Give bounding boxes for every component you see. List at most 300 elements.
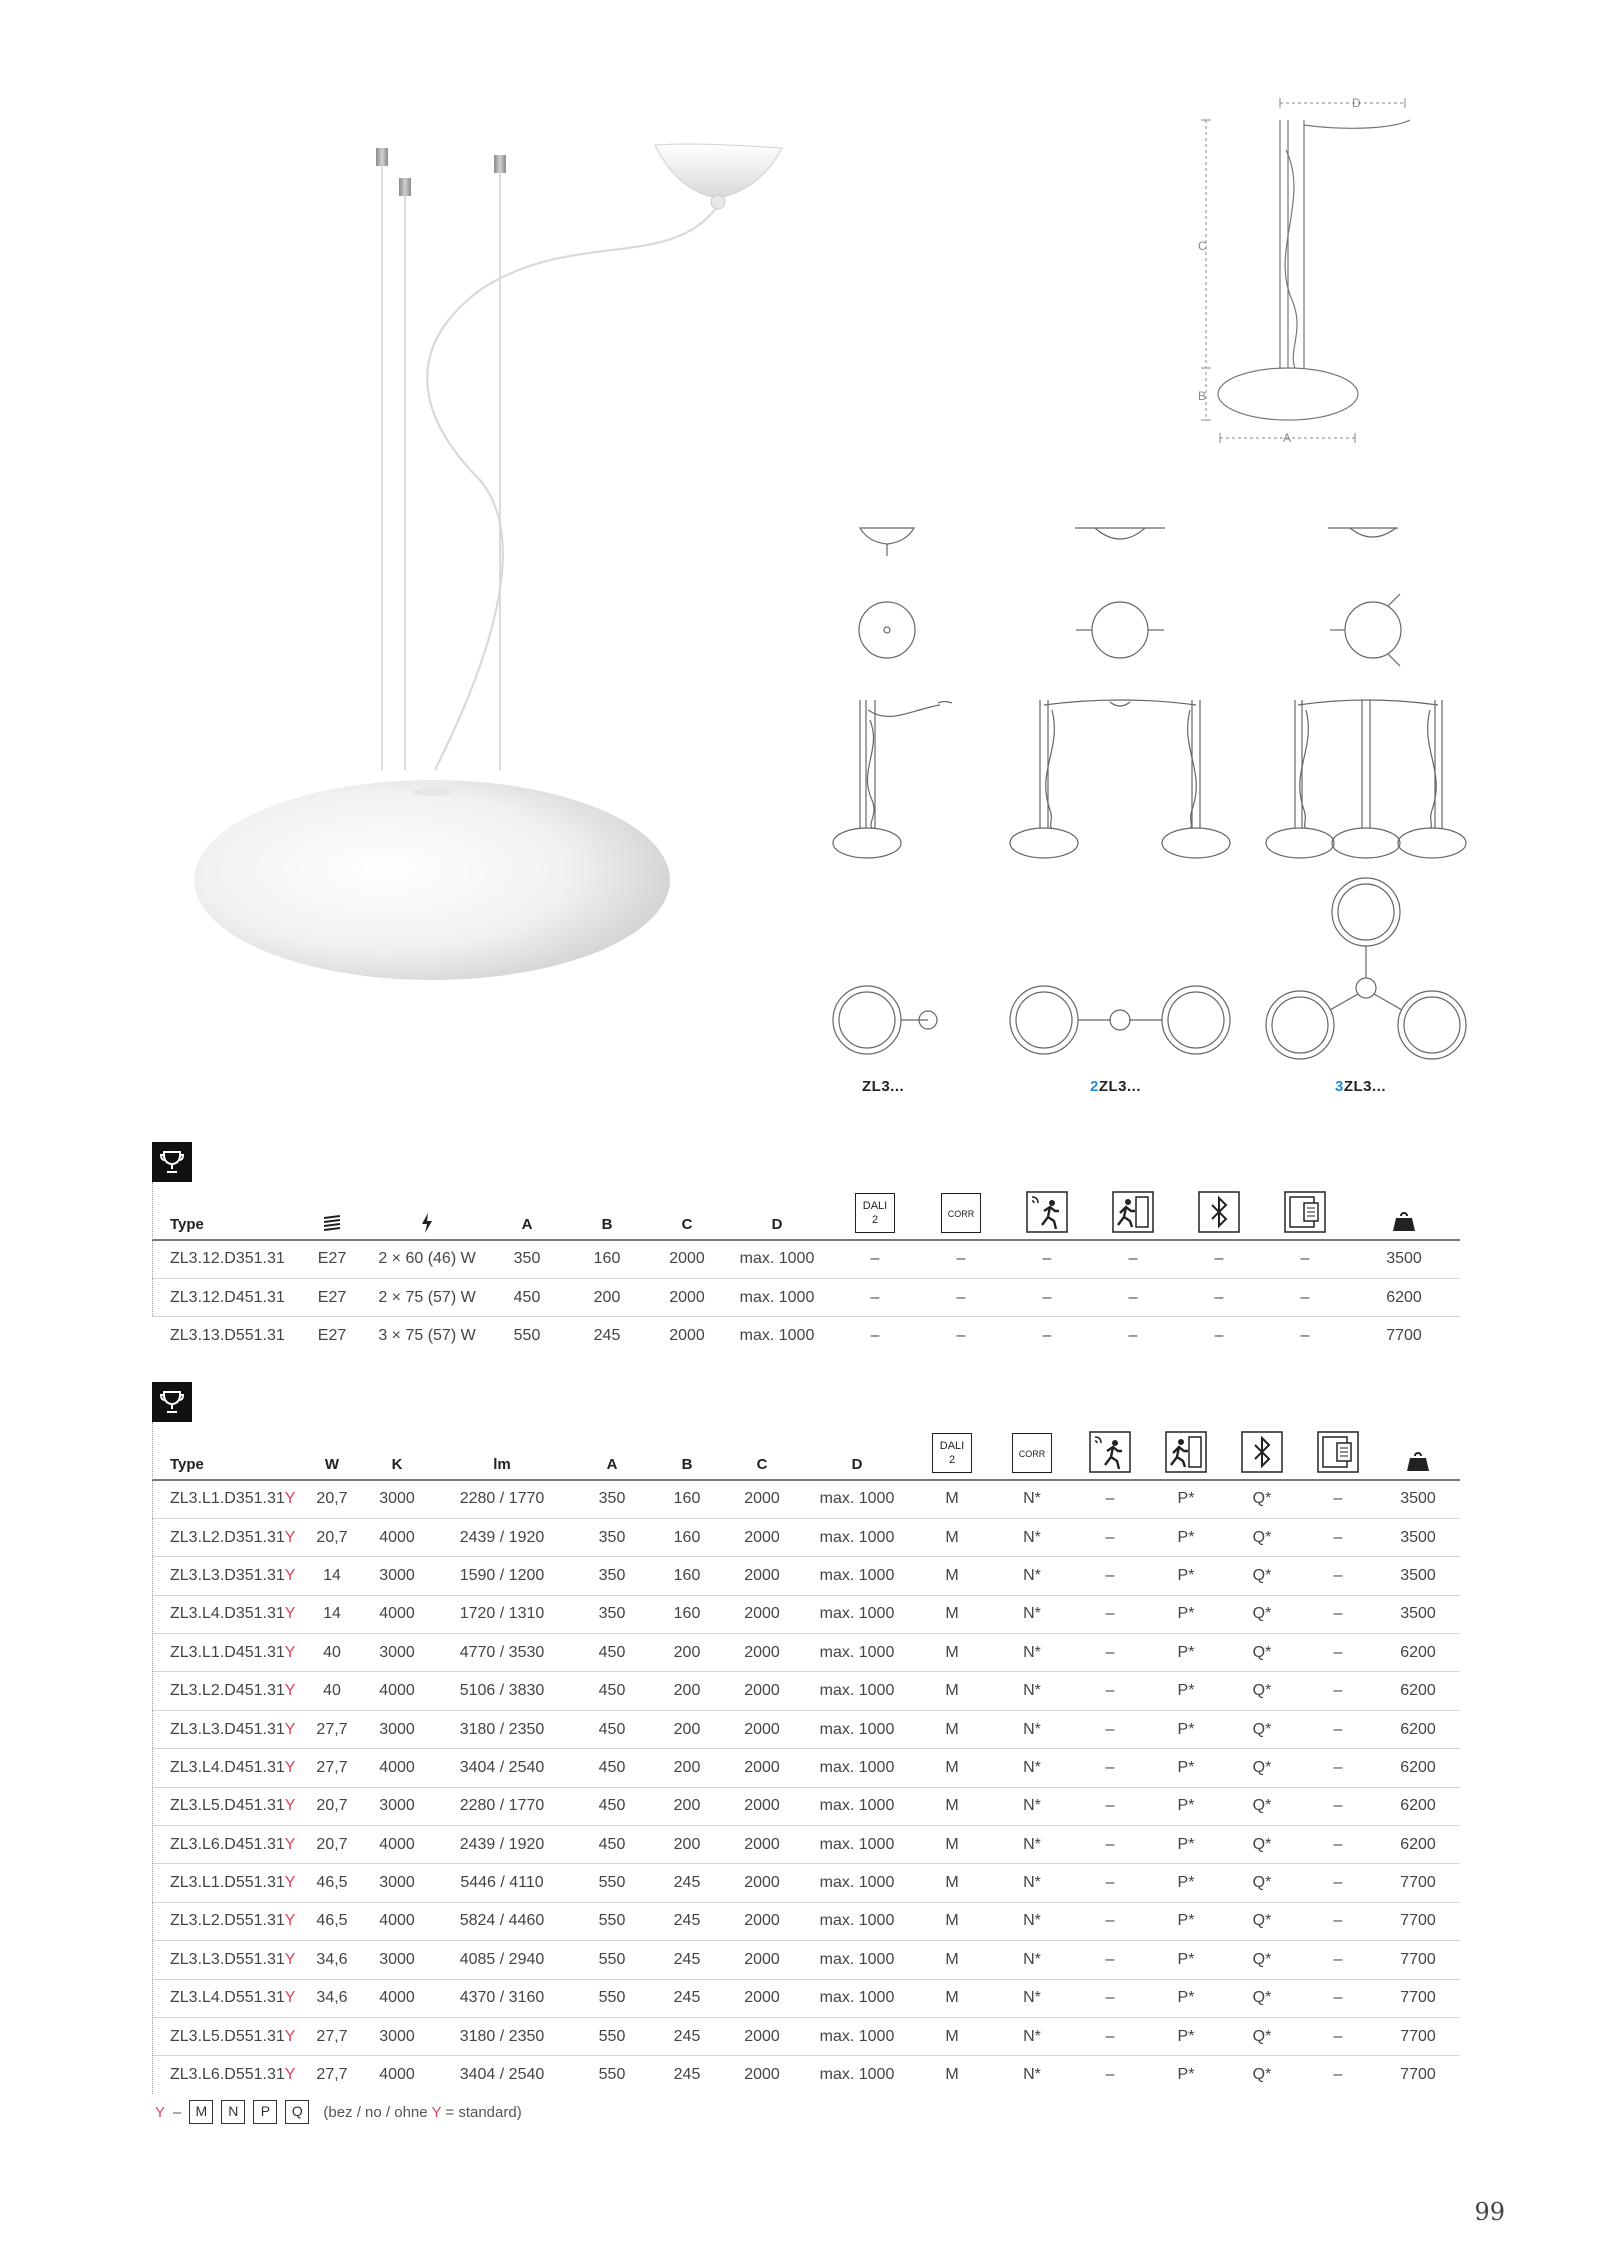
cell-w: 20,7 [302,1518,362,1556]
cell-dali: M [912,1634,992,1672]
cell-emergency: P* [1177,2066,1195,2084]
cell-emergency: P* [1148,1634,1224,1672]
trophy-icon [152,1142,192,1182]
cell-k: 3000 [362,1941,432,1979]
cell-sensor: – [1072,1557,1148,1595]
cell-weight: 7700 [1376,1864,1460,1902]
cell-type: ZL3.L5.D551.31Y [152,2017,302,2055]
spec-table-1 [152,1142,1460,1355]
cell-emergency: P* [1148,1941,1224,1979]
cell-emergency: – [1090,1278,1176,1316]
cell-lm: 1720 / 1310 [432,1595,572,1633]
cell-type: ZL3.L2.D351.31Y [152,1518,302,1556]
cell-lm: 5824 / 4460 [432,1902,572,1940]
cell-corr: N* [992,1941,1072,1979]
cell-b: 200 [652,1787,722,1825]
cell-a: 450 [572,1710,652,1748]
col-c: C [756,1456,768,1473]
cell-k: 4000 [362,1518,432,1556]
cell-corr: N* [992,1749,1072,1787]
cell-emergency: P* [1148,2017,1224,2055]
cell-dali: – [832,1278,918,1316]
cell-a: 350 [572,1595,652,1633]
cell-dali: M [912,1902,992,1940]
cell-sensor: – [1042,1327,1052,1345]
cell-sensor: – [1072,1749,1148,1787]
type-suffix: Y [284,1758,296,1776]
cell-c: 2000 [669,1327,705,1345]
cell-b: 245 [652,1902,722,1940]
cell-c: 2000 [722,1864,802,1902]
cell-bluetooth: Q* [1224,1902,1300,1940]
type-suffix: Y [284,1528,296,1546]
cell-d: max. 1000 [802,1979,912,2017]
type-suffix: Y [284,1643,296,1661]
cell-d: max. 1000 [802,1480,912,1518]
cell-k: 4000 [362,1672,432,1710]
cell-lm: 2439 / 1920 [432,1518,572,1556]
cell-type: ZL3.L4.D351.31Y [152,1595,302,1633]
cell-bluetooth: Q* [1224,1634,1300,1672]
cell-sensor: – [1072,1787,1148,1825]
cell-dali: – [870,1327,880,1345]
cell-corr: N* [992,1864,1072,1902]
cell-weight: 6200 [1376,1672,1460,1710]
dim-label-d: D [1352,96,1361,110]
cell-sensor: – [1072,1672,1148,1710]
cell-k: 3000 [362,2017,432,2055]
cell-w: 14 [302,1557,362,1595]
col-control [1262,1182,1348,1240]
cell-a: 450 [572,1826,652,1864]
cell-corr: N* [992,1518,1072,1556]
cell-d: max. 1000 [739,1327,815,1345]
cell-a: 550 [513,1327,541,1345]
cell-control: – [1300,1557,1376,1595]
cell-a: 450 [572,1749,652,1787]
cell-b: 200 [652,1826,722,1864]
cell-k: 3000 [362,1710,432,1748]
cell-k: 4000 [362,1826,432,1864]
cell-b: 160 [652,1595,722,1633]
cell-control: – [1262,1278,1348,1316]
cell-dali: M [912,1864,992,1902]
cell-emergency: P* [1148,1787,1224,1825]
cell-lm: 2439 / 1920 [432,1826,572,1864]
cell-weight: 6200 [1348,1278,1460,1316]
cell-a: 550 [572,1902,652,1940]
cell-corr: N* [992,1902,1072,1940]
cell-c: 2000 [722,1749,802,1787]
cell-a: 450 [572,1672,652,1710]
cell-control: – [1300,1672,1376,1710]
cell-a: 550 [572,1941,652,1979]
cell-w: 46,5 [302,1902,362,1940]
cell-sensor: – [1004,1278,1090,1316]
cell-c: 2000 [722,1902,802,1940]
cell-a: 350 [572,1518,652,1556]
cell-lm: 5106 / 3830 [432,1672,572,1710]
table-row [152,1902,1460,1940]
cell-corr: – [918,1240,1004,1278]
cell-bluetooth: Q* [1224,1518,1300,1556]
cell-d: max. 1000 [802,1787,912,1825]
table-row [152,1480,1460,1518]
legend-dash: – [173,2103,182,2121]
cell-weight: 6200 [1376,1826,1460,1864]
table-row [152,1749,1460,1787]
options-legend [155,2100,522,2124]
cell-k: 4000 [362,1595,432,1633]
cell-dali: – [832,1240,918,1278]
option-box-n: N [221,2100,245,2124]
cell-sensor: – [1072,2017,1148,2055]
cell-bluetooth: – [1214,1327,1224,1345]
cell-d: max. 1000 [802,1672,912,1710]
table-row [152,1787,1460,1825]
cell-weight: 6200 [1376,1787,1460,1825]
cell-k: 3000 [362,1634,432,1672]
cell-dali: M [912,1518,992,1556]
cell-sensor: – [1072,1941,1148,1979]
cell-bluetooth: Q* [1224,1864,1300,1902]
cell-k: 4000 [379,2066,415,2084]
cell-sensor: – [1072,1710,1148,1748]
cell-emergency: P* [1148,1979,1224,2017]
type-suffix: Y [284,1605,296,1623]
cell-power: 3 × 75 (57) W [378,1327,476,1345]
dimension-drawing [1170,90,1440,450]
trophy-icon [152,1382,192,1422]
cell-corr: N* [992,1672,1072,1710]
cell-lm: 1590 / 1200 [432,1557,572,1595]
cell-d: max. 1000 [802,1557,912,1595]
type-suffix: Y [284,1720,296,1738]
dim-label-c: C [1198,239,1207,253]
cell-w: 34,6 [302,1979,362,2017]
legend-note: (bez / no / ohne Y = standard) [323,2103,522,2121]
cell-d: max. 1000 [802,1518,912,1556]
col-type: Type [170,1456,204,1473]
col-dali [832,1182,918,1240]
cell-weight: 3500 [1376,1557,1460,1595]
cell-weight: 6200 [1376,1749,1460,1787]
lightning-icon [420,1213,434,1233]
cell-dali: M [912,1941,992,1979]
cell-a: 350 [572,1557,652,1595]
cell-k: 3000 [362,1787,432,1825]
cell-a: 450 [572,1634,652,1672]
cell-weight: 6200 [1376,1710,1460,1748]
cell-emergency: P* [1148,1557,1224,1595]
cell-sensor: – [1072,1480,1148,1518]
cell-c: 2000 [744,2066,780,2084]
option-box-q: Q [285,2100,309,2124]
cell-bluetooth: Q* [1224,1480,1300,1518]
cell-c: 2000 [722,1480,802,1518]
cell-type: ZL3.L5.D451.31Y [152,1787,302,1825]
option-box-m: M [189,2100,213,2124]
cell-dali: M [912,2017,992,2055]
cell-b: 160 [652,1518,722,1556]
cell-c: 2000 [652,1278,722,1316]
cell-corr: N* [1023,2066,1041,2084]
cell-dali: M [912,1749,992,1787]
cell-bluetooth: Q* [1224,1595,1300,1633]
product-photo [150,120,800,1000]
cell-bluetooth: Q* [1224,1941,1300,1979]
col-a: A [521,1216,533,1233]
cell-w: 20,7 [302,1787,362,1825]
control-panel-icon [1284,1191,1326,1233]
cell-c: 2000 [722,1557,802,1595]
variant-label-double: 2ZL3... [1090,1078,1142,1095]
cell-type: ZL3.L1.D351.31Y [152,1480,302,1518]
cell-lm: 5446 / 4110 [432,1864,572,1902]
dim-label-a: A [1283,431,1292,445]
cell-w: 20,7 [302,1480,362,1518]
socket-icon [322,1215,342,1233]
type-suffix: Y [284,2066,296,2084]
emergency-exit-icon [1112,1191,1154,1233]
variants-drawings [810,510,1490,1070]
cell-bluetooth: Q* [1224,1557,1300,1595]
cell-d: max. 1000 [722,1240,832,1278]
cell-control: – [1300,1749,1376,1787]
cell-type: ZL3.L3.D451.31Y [152,1710,302,1748]
cell-bluetooth: Q* [1252,2066,1272,2084]
cell-control: – [1300,1979,1376,2017]
cell-bluetooth: – [1176,1240,1262,1278]
cell-weight: 3500 [1376,1480,1460,1518]
col-sensor [1072,1422,1148,1480]
table-header-row [152,1182,1460,1240]
cell-d: max. 1000 [722,1278,832,1316]
cell-corr: N* [992,1787,1072,1825]
cell-b: 160 [562,1240,652,1278]
cell-d: max. 1000 [802,1710,912,1748]
spec-table-1-grid [152,1182,1460,1355]
cell-w: 27,7 [302,1749,362,1787]
cell-type: ZL3.L2.D451.31Y [152,1672,302,1710]
col-emergency [1090,1182,1176,1240]
dim-label-b: B [1198,389,1207,403]
cell-dali: M [912,1787,992,1825]
col-lm: lm [493,1456,511,1473]
cell-b: 160 [652,1557,722,1595]
cell-emergency: – [1090,1240,1176,1278]
cell-lm: 3404 / 2540 [432,1749,572,1787]
variant-label-triple: 3ZL3... [1335,1078,1387,1095]
col-k: K [391,1456,403,1473]
cell-d: max. 1000 [802,1634,912,1672]
cell-type: ZL3.L1.D551.31Y [152,1864,302,1902]
cell-emergency: P* [1148,1864,1224,1902]
cell-corr: N* [992,1595,1072,1633]
cell-a: 450 [492,1278,562,1316]
cell-w: 27,7 [302,2017,362,2055]
cell-weight: 7700 [1376,2017,1460,2055]
cell-control: – [1300,1327,1310,1345]
cell-c: 2000 [722,1518,802,1556]
table-row [152,1240,1460,1278]
cell-corr: N* [992,1634,1072,1672]
type-suffix: Y [284,1835,296,1853]
cell-control: – [1300,1634,1376,1672]
cell-b: 200 [562,1278,652,1316]
cell-a: 350 [492,1240,562,1278]
cell-b: 245 [652,1979,722,2017]
cell-type: ZL3.12.D351.31 [152,1240,302,1278]
cell-dali: M [912,1595,992,1633]
cell-lm: 4085 / 2940 [432,1941,572,1979]
cell-weight: 6200 [1376,1634,1460,1672]
table-row [152,1557,1460,1595]
cell-control: – [1300,1710,1376,1748]
cell-control: – [1300,1595,1376,1633]
motion-sensor-icon [1089,1431,1131,1473]
cell-d: max. 1000 [802,1864,912,1902]
cell-dali: M [912,1557,992,1595]
cell-c: 2000 [722,1710,802,1748]
cell-c: 2000 [722,1787,802,1825]
type-suffix: Y [284,1950,296,1968]
cell-c: 2000 [722,2017,802,2055]
cell-weight: 7700 [1376,1941,1460,1979]
cell-k: 3000 [362,1557,432,1595]
cell-emergency: P* [1148,1595,1224,1633]
cell-sensor: – [1072,1826,1148,1864]
cell-c: 2000 [722,1826,802,1864]
cell-w: 46,5 [302,1864,362,1902]
col-b: B [601,1216,613,1233]
cell-emergency: P* [1148,1749,1224,1787]
cell-bluetooth: Q* [1224,1672,1300,1710]
cell-k: 4000 [362,1749,432,1787]
cell-corr: N* [992,1480,1072,1518]
cell-lm: 2280 / 1770 [432,1787,572,1825]
cell-sensor: – [1072,1979,1148,2017]
col-d: D [851,1456,863,1473]
cell-control: – [1300,1941,1376,1979]
col-a: A [606,1456,618,1473]
cell-lm: 3180 / 2350 [432,1710,572,1748]
table-row [152,1317,1460,1355]
cell-b: 245 [673,2066,701,2084]
cell-lm: 3180 / 2350 [432,2017,572,2055]
cell-bluetooth: Q* [1224,1979,1300,2017]
table-row [152,1634,1460,1672]
table-row [152,1979,1460,2017]
spec-table-2 [152,1382,1460,2094]
cell-emergency: P* [1148,1480,1224,1518]
col-bluetooth [1224,1422,1300,1480]
col-weight [1376,1422,1460,1480]
cell-emergency: P* [1148,1902,1224,1940]
type-suffix: Y [284,2027,296,2045]
cell-b: 200 [652,1710,722,1748]
cell-corr: N* [992,1826,1072,1864]
cell-sensor: – [1105,2066,1115,2084]
cell-type: ZL3.L4.D451.31Y [152,1749,302,1787]
cell-dali: M [912,1480,992,1518]
type-suffix: Y [284,1989,296,2007]
type-suffix: Y [284,1797,296,1815]
table-row [152,1941,1460,1979]
cell-w: 40 [302,1672,362,1710]
page-number: 99 [1474,2198,1505,2226]
type-suffix: Y [284,1874,296,1892]
cell-emergency: P* [1148,1710,1224,1748]
col-dali [912,1422,992,1480]
cell-lm: 3404 / 2540 [459,2066,545,2084]
cell-corr: N* [992,2017,1072,2055]
cell-b: 200 [652,1634,722,1672]
cell-lm: 4370 / 3160 [432,1979,572,2017]
cell-weight: 7700 [1376,1902,1460,1940]
cell-w: 40 [302,1634,362,1672]
bluetooth-icon [1198,1191,1240,1233]
cell-w: 20,7 [302,1826,362,1864]
cell-c: 2000 [722,1979,802,2017]
cell-d: max. 1000 [802,1902,912,1940]
cell-b: 245 [652,2017,722,2055]
dali-icon: DALI 2 [855,1193,895,1233]
cell-lm: 4770 / 3530 [432,1634,572,1672]
col-corr [992,1422,1072,1480]
cell-bluetooth: Q* [1224,1749,1300,1787]
cell-d: max. 1000 [802,1595,912,1633]
spec-table-2-grid [152,1422,1460,2094]
col-control [1300,1422,1376,1480]
cell-k: 4000 [362,1902,432,1940]
cell-w: 34,6 [302,1941,362,1979]
cell-control: – [1300,1864,1376,1902]
cell-socket: E27 [317,1327,347,1345]
cell-weight: 7700 [1376,1979,1460,2017]
motion-sensor-icon [1026,1191,1068,1233]
cell-bluetooth: Q* [1224,1710,1300,1748]
legend-y: Y [155,2103,166,2121]
cell-corr: N* [992,1710,1072,1748]
cell-sensor: – [1072,1634,1148,1672]
cell-a: 550 [598,2066,626,2084]
option-box-p: P [253,2100,277,2124]
cell-type: ZL3.L4.D551.31Y [152,1979,302,2017]
cell-a: 550 [572,2017,652,2055]
cell-power: 2 × 75 (57) W [362,1278,492,1316]
cell-k: 3000 [362,1864,432,1902]
cell-w: 14 [302,1595,362,1633]
cell-emergency: P* [1148,1672,1224,1710]
cell-c: 2000 [722,1672,802,1710]
cell-c: 2000 [722,1634,802,1672]
cell-weight: 3500 [1376,1595,1460,1633]
cell-control: – [1300,1902,1376,1940]
cell-type: ZL3.L3.D551.31Y [152,1941,302,1979]
col-b: B [681,1456,693,1473]
cell-lm: 2280 / 1770 [432,1480,572,1518]
col-sensor [1004,1182,1090,1240]
cell-control: – [1300,1826,1376,1864]
cell-dali: M [945,2066,959,2084]
cell-w: 27,7 [316,2066,348,2084]
dali-icon: DALI 2 [932,1433,972,1473]
cell-dali: M [912,1826,992,1864]
cell-sensor: – [1072,1864,1148,1902]
col-corr [918,1182,1004,1240]
variant-label-single: ZL3... [862,1078,905,1095]
